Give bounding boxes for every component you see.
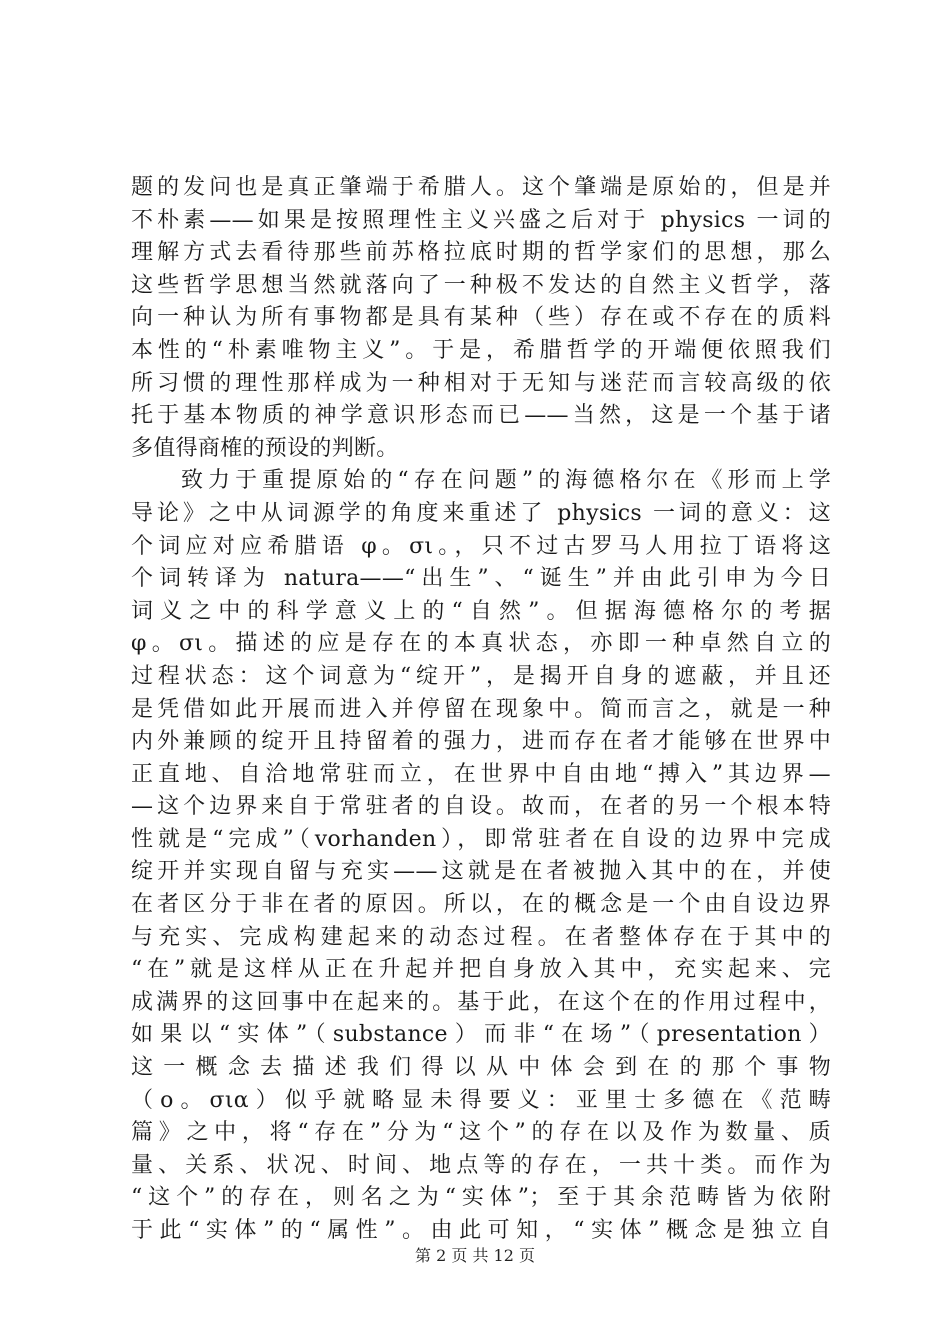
text-line: 在者区分于非在者的原因。所以，在的概念是一个由自设边界 bbox=[131, 892, 831, 918]
document-body bbox=[131, 172, 831, 1248]
text-line: 多值得商榷的预设的判断。 bbox=[131, 435, 399, 461]
text-line: φ。σι。描述的应是存在的本真状态，亦即一种卓然自立的 bbox=[131, 631, 831, 657]
text-line: （ο。σια）似乎就略显未得要义：亚里士多德在《范畴 bbox=[131, 1087, 831, 1113]
page-number-footer: 第 2 页 共 12 页 bbox=[415, 1246, 535, 1265]
text-line: 量、关系、状况、时间、地点等的存在，一共十类。而作为 bbox=[131, 1152, 831, 1178]
text-line: 所习惯的理性那样成为一种相对于无知与迷茫而言较高级的依 bbox=[131, 370, 831, 396]
text-line: “在”就是这样从正在升起并把自身放入其中，充实起来、完 bbox=[131, 957, 831, 983]
text-line: 本性的“朴素唯物主义”。于是，希腊哲学的开端便依照我们 bbox=[131, 337, 831, 363]
text-line: 这些哲学思想当然就落向了一种极不发达的自然主义哲学，落 bbox=[131, 272, 831, 298]
paragraph-start-line: 致力于重提原始的“存在问题”的海德格尔在《形而上学 bbox=[181, 468, 831, 494]
text-line: 于此“实体”的“属性”。由此可知，“实体”概念是独立自 bbox=[131, 1218, 831, 1243]
text-line: 个词应对应希腊语 φ。σι。，只不过古罗马人用拉丁语将这 bbox=[131, 533, 831, 559]
text-line: 题的发问也是真正肇端于希腊人。这个肇端是原始的，但是并 bbox=[131, 175, 831, 200]
text-line: 成满界的这回事中在起来的。基于此，在这个在的作用过程中， bbox=[131, 989, 831, 1015]
text-line: 过程状态：这个词意为“绽开”，是揭开自身的遮蔽，并且还 bbox=[131, 663, 831, 689]
text-line: “这个”的存在，则名之为“实体”；至于其余范畴皆为依附 bbox=[131, 1185, 831, 1211]
text-line: 正直地、自洽地常驻而立，在世界中自由地“搏入”其边界— bbox=[131, 761, 831, 787]
text-line: 篇》之中，将“存在”分为“这个”的存在以及作为数量、质 bbox=[131, 1120, 831, 1146]
text-line: 与充实、完成构建起来的动态过程。在者整体存在于其中的 bbox=[131, 924, 831, 950]
text-line: 内外兼顾的绽开且持留着的强力，进而存在者才能够在世界中 bbox=[131, 729, 831, 755]
text-line: 如果以“实体”（substance）而非“在场”（presentation） bbox=[131, 1022, 831, 1048]
text-line: 理解方式去看待那些前苏格拉底时期的哲学家们的思想，那么 bbox=[131, 240, 831, 266]
text-line: 导论》之中从词源学的角度来重述了 physics 一词的意义：这 bbox=[131, 500, 831, 526]
text-line: 不朴素——如果是按照理性主义兴盛之后对于 physics 一词的 bbox=[131, 207, 831, 233]
text-line: 是凭借如此开展而进入并停留在现象中。简而言之，就是一种 bbox=[131, 696, 831, 722]
text-line: 托于基本物质的神学意识形态而已——当然，这是一个基于诸 bbox=[131, 403, 831, 429]
text-line: 向一种认为所有事物都是具有某种（些）存在或不存在的质料 bbox=[131, 305, 831, 331]
text-line: 词义之中的科学意义上的“自然”。但据海德格尔的考据 bbox=[131, 598, 831, 624]
text-line: 绽开并实现自留与充实——这就是在者被抛入其中的在，并使 bbox=[131, 859, 831, 885]
text-line: 性就是“完成”（vorhanden），即常驻者在自设的边界中完成 bbox=[131, 826, 831, 852]
text-line: —这个边界来自于常驻者的自设。故而，在者的另一个根本特 bbox=[131, 794, 831, 820]
text-line: 个词转译为 natura——“出生”、“诞生”并由此引申为今日 bbox=[131, 566, 831, 592]
text-line: 这一概念去描述我们得以从中体会到在的那个事物 bbox=[131, 1055, 831, 1081]
